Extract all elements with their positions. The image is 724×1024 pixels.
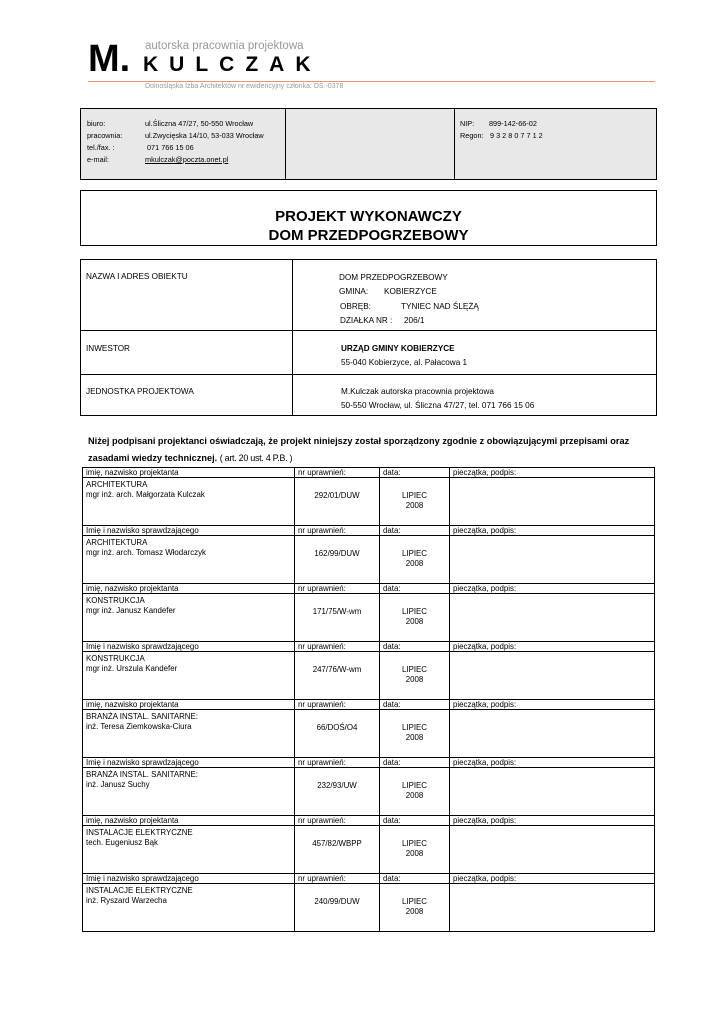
- logo-letter: M.: [88, 38, 131, 80]
- branch-name: BRANŻA INSTAL. SANITARNE:: [86, 712, 198, 721]
- stamp-header: pieczątka, podpis:: [450, 642, 655, 652]
- designer-cell: [83, 652, 295, 700]
- person-name: mgr inż. Janusz Kandefer: [86, 606, 176, 615]
- date-cell: [380, 536, 450, 584]
- pracownia-label: pracownia:: [87, 131, 123, 140]
- date-header: data:: [380, 584, 450, 594]
- license-number-cell: [295, 652, 380, 700]
- stamp-header: pieczątka, podpis:: [450, 468, 655, 478]
- license-number: 232/93/UW: [317, 781, 357, 790]
- date-year: 2008: [405, 501, 424, 510]
- signature-header-row: [83, 584, 655, 594]
- branch-name: INSTALACJE ELEKTRYCZNE: [86, 828, 193, 837]
- signature-header-row: [83, 468, 655, 478]
- designer-cell: [83, 826, 295, 874]
- stamp-signature-cell[interactable]: [450, 768, 655, 816]
- date-header: data:: [380, 526, 450, 536]
- email-label: e-mail:: [87, 155, 109, 164]
- design-unit-label: JEDNOSTKA PROJEKTOWA: [86, 387, 194, 396]
- obreb-value: TYNIEC NAD ŚLĘŻĄ: [401, 302, 479, 311]
- branch-name: ARCHITEKTURA: [86, 480, 148, 489]
- signature-row: [83, 884, 655, 932]
- designer-cell: [83, 884, 295, 932]
- branch-name: INSTALACJE ELEKTRYCZNE: [86, 886, 193, 895]
- nip-value: 899-142-66-02: [489, 119, 537, 128]
- designer-cell: [83, 710, 295, 758]
- signature-row: [83, 536, 655, 584]
- signature-row: [83, 768, 655, 816]
- stamp-signature-cell[interactable]: [450, 594, 655, 642]
- license-number-cell: [295, 536, 380, 584]
- number-header: nr uprawnień:: [295, 526, 380, 536]
- license-number-cell: [295, 768, 380, 816]
- license-number: 66/DOŚ/O4: [316, 723, 358, 732]
- person-name: inż. Teresa Ziemkowska-Ciura: [86, 722, 192, 731]
- chamber-membership: Dolnośląska Izba Architektów nr ewidencyjny członka: DS.-0378: [145, 83, 344, 90]
- tel-label: tel./fax. :: [87, 143, 115, 152]
- date-cell: [380, 826, 450, 874]
- number-header: nr uprawnień:: [295, 874, 380, 884]
- stamp-signature-cell[interactable]: [450, 652, 655, 700]
- object-row-divider: [81, 330, 656, 331]
- regon-label: Regon:: [460, 131, 484, 140]
- person-name: mgr inż. arch. Małgorzata Kulczak: [86, 490, 205, 499]
- gmina-value: KOBIERZYCE: [384, 287, 437, 296]
- header-divider: [88, 81, 655, 82]
- info-separator: [454, 109, 455, 179]
- signature-row: [83, 710, 655, 758]
- stamp-signature-cell[interactable]: [450, 710, 655, 758]
- logo-subtitle: autorska pracownia projektowa: [145, 40, 304, 52]
- signature-row: [83, 652, 655, 700]
- number-header: nr uprawnień:: [295, 700, 380, 710]
- signature-row: [83, 826, 655, 874]
- role-header: Imię i nazwisko sprawdzającego: [83, 758, 295, 768]
- role-header: Imię i nazwisko sprawdzającego: [83, 874, 295, 884]
- investor-address: 55-040 Kobierzyce, al. Pałacowa 1: [341, 358, 468, 367]
- branch-name: KONSTRUKCJA: [86, 654, 145, 663]
- gmina-label: GMINA:: [339, 287, 369, 296]
- object-row-divider: [81, 374, 656, 375]
- stamp-signature-cell[interactable]: [450, 826, 655, 874]
- date-year: 2008: [405, 617, 424, 626]
- designer-cell: [83, 594, 295, 642]
- license-number-cell: [295, 710, 380, 758]
- signature-header-row: [83, 700, 655, 710]
- number-header: nr uprawnień:: [295, 642, 380, 652]
- biuro-label: biuro:: [87, 119, 106, 128]
- date-header: data:: [380, 816, 450, 826]
- license-number-cell: [295, 884, 380, 932]
- investor-name: URZĄD GMINY KOBIERZYCE: [341, 344, 455, 353]
- date-year: 2008: [405, 675, 424, 684]
- date-cell: [380, 594, 450, 642]
- nip-label: NIP:: [460, 119, 475, 128]
- stamp-signature-cell[interactable]: [450, 478, 655, 526]
- stamp-header: pieczątka, podpis:: [450, 816, 655, 826]
- obreb-label: OBRĘB:: [340, 302, 371, 311]
- date-year: 2008: [405, 907, 424, 916]
- object-name-label: NAZWA I ADRES OBIEKTU: [86, 272, 188, 281]
- designer-cell: [83, 768, 295, 816]
- date-year: 2008: [405, 559, 424, 568]
- signature-header-row: [83, 758, 655, 768]
- role-header: Imię i nazwisko sprawdzającego: [83, 642, 295, 652]
- license-number: 457/82/WBPP: [312, 839, 362, 848]
- number-header: nr uprawnień:: [295, 816, 380, 826]
- tel-value: 071 766 15 06: [147, 143, 194, 152]
- logo-name: KULCZAK: [143, 53, 322, 76]
- stamp-header: pieczątka, podpis:: [450, 700, 655, 710]
- date-month: LIPIEC: [402, 897, 427, 906]
- contact-info-box: [80, 108, 657, 180]
- object-name-value: DOM PRZEDPOGRZEBOWY: [339, 273, 448, 282]
- date-month: LIPIEC: [402, 781, 427, 790]
- branch-name: ARCHITEKTURA: [86, 538, 148, 547]
- role-header: imię, nazwisko projektanta: [83, 584, 295, 594]
- date-month: LIPIEC: [402, 839, 427, 848]
- signature-header-row: [83, 874, 655, 884]
- date-cell: [380, 768, 450, 816]
- date-cell: [380, 710, 450, 758]
- signature-header-row: [83, 816, 655, 826]
- branch-name: KONSTRUKCJA: [86, 596, 145, 605]
- license-number: 240/99/DUW: [314, 897, 360, 906]
- dzialka-label: DZIAŁKA NR :: [340, 316, 393, 325]
- date-header: data:: [380, 700, 450, 710]
- license-number-cell: [295, 826, 380, 874]
- biuro-value: ul.Śliczna 47/27, 50-550 Wrocław: [145, 119, 254, 128]
- person-name: inż. Janusz Suchy: [86, 780, 150, 789]
- date-year: 2008: [405, 849, 424, 858]
- stamp-signature-cell[interactable]: [450, 884, 655, 932]
- number-header: nr uprawnień:: [295, 758, 380, 768]
- license-number-cell: [295, 594, 380, 642]
- declaration: [88, 433, 648, 467]
- declaration-article: ( art. 20 ust. 4 P.B. ): [219, 453, 293, 463]
- person-name: mgr inż. arch. Tomasz Włodarczyk: [86, 548, 206, 557]
- number-header: nr uprawnień:: [295, 468, 380, 478]
- signature-header-row: [83, 642, 655, 652]
- stamp-signature-cell[interactable]: [450, 536, 655, 584]
- stamp-header: pieczątka, podpis:: [450, 526, 655, 536]
- object-info-box: [80, 259, 657, 416]
- designer-cell: [83, 536, 295, 584]
- date-header: data:: [380, 468, 450, 478]
- date-cell: [380, 884, 450, 932]
- person-name: mgr inż. Urszula Kandefer: [86, 664, 178, 673]
- person-name: inż. Ryszard Warzecha: [86, 896, 167, 905]
- date-cell: [380, 478, 450, 526]
- number-header: nr uprawnień:: [295, 584, 380, 594]
- document-title: PROJEKT WYKONAWCZY: [275, 208, 462, 225]
- branch-name: BRANŻA INSTAL. SANITARNE:: [86, 770, 198, 779]
- designer-cell: [83, 478, 295, 526]
- date-month: LIPIEC: [402, 549, 427, 558]
- license-number: 247/76/W-wm: [312, 665, 362, 674]
- design-unit-address: 50-550 Wrocław, ul. Śliczna 47/27, tel. 071 766 15 06: [341, 401, 535, 410]
- date-year: 2008: [405, 733, 424, 742]
- regon-value: 9 3 2 8 0 7 7 1 2: [490, 131, 543, 140]
- declaration-text: Niżej podpisani projektanci oświadczają, że projekt niniejszy został sporządzony zgodnie z obowiązującymi przepisami oraz zasadami wiedzy technicznej.: [88, 436, 630, 463]
- role-header: imię, nazwisko projektanta: [83, 700, 295, 710]
- stamp-header: pieczątka, podpis:: [450, 758, 655, 768]
- signature-row: [83, 478, 655, 526]
- role-header: imię, nazwisko projektanta: [83, 816, 295, 826]
- date-header: data:: [380, 642, 450, 652]
- document-title-box: [80, 190, 657, 246]
- date-header: data:: [380, 758, 450, 768]
- role-header: imię, nazwisko projektanta: [83, 468, 295, 478]
- pracownia-value: ul.Zwycięska 14/10, 53-033 Wrocław: [145, 131, 264, 140]
- object-column-divider: [292, 260, 293, 415]
- info-separator: [285, 109, 286, 179]
- person-name: tech. Eugeniusz Bąk: [86, 838, 158, 847]
- date-header: data:: [380, 874, 450, 884]
- license-number: 171/75/W-wm: [312, 607, 362, 616]
- signature-header-row: [83, 526, 655, 536]
- design-unit-name: M.Kulczak autorska pracownia projektowa: [341, 387, 494, 396]
- document-subtitle: DOM PRZEDPOGRZEBOWY: [268, 227, 469, 244]
- email-link[interactable]: mkulczak@poczta.onet.pl: [145, 155, 229, 164]
- date-month: LIPIEC: [402, 491, 427, 500]
- license-number: 162/99/DUW: [314, 549, 360, 558]
- dzialka-value: 206/1: [404, 316, 425, 325]
- date-year: 2008: [405, 791, 424, 800]
- role-header: Imię i nazwisko sprawdzającego: [83, 526, 295, 536]
- stamp-header: pieczątka, podpis:: [450, 874, 655, 884]
- stamp-header: pieczątka, podpis:: [450, 584, 655, 594]
- signatures-table: [82, 467, 655, 932]
- date-month: LIPIEC: [402, 607, 427, 616]
- license-number: 292/01/DUW: [314, 491, 360, 500]
- date-month: LIPIEC: [402, 723, 427, 732]
- date-month: LIPIEC: [402, 665, 427, 674]
- license-number-cell: [295, 478, 380, 526]
- date-cell: [380, 652, 450, 700]
- signature-row: [83, 594, 655, 642]
- investor-label: INWESTOR: [86, 344, 130, 353]
